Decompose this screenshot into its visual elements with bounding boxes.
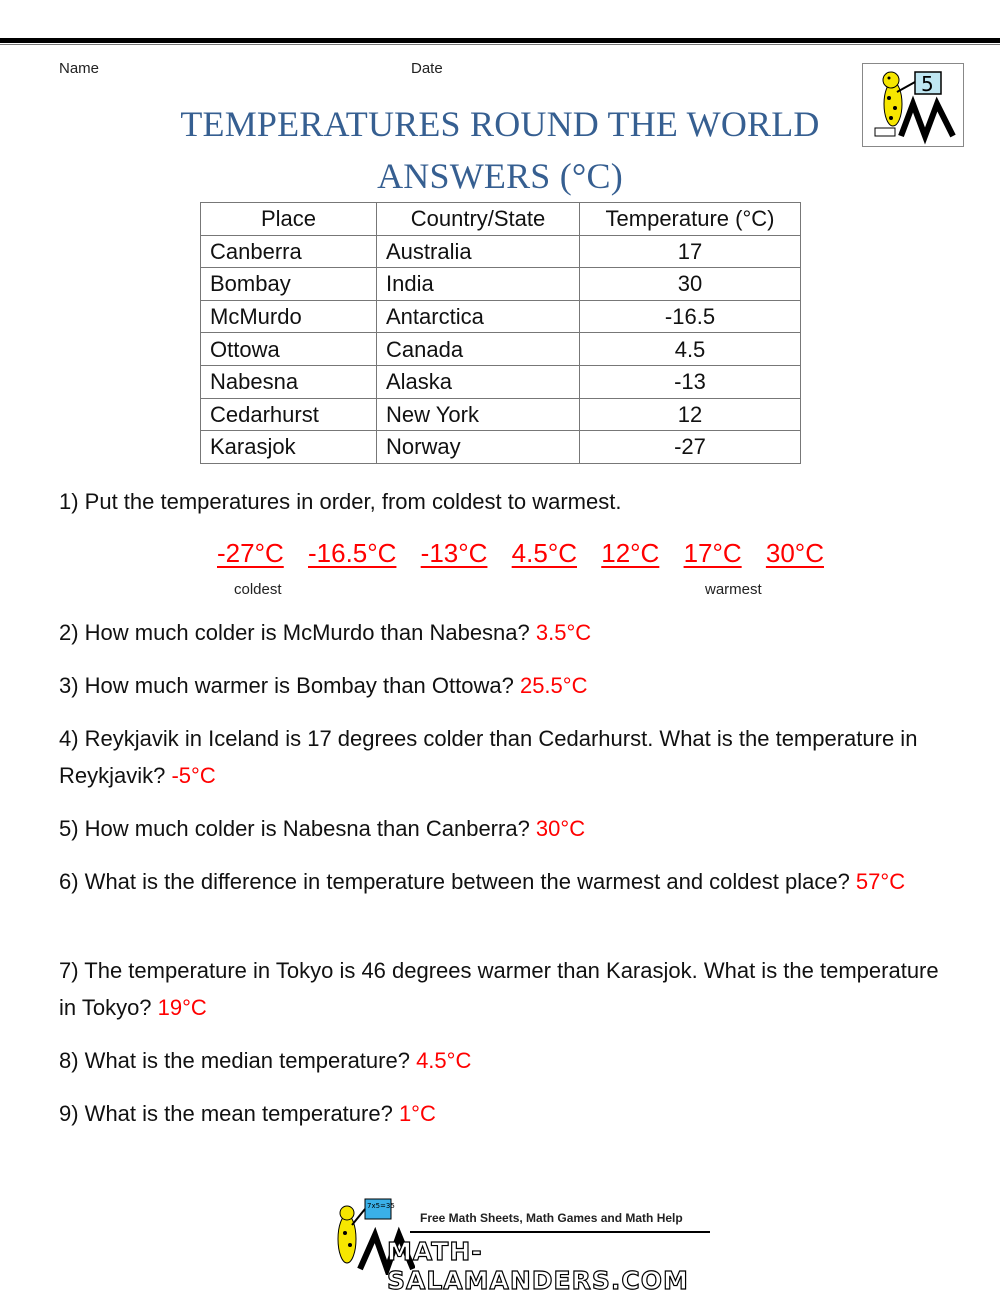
page-subtitle: ANSWERS (°C) — [377, 156, 623, 196]
temperature-cell: 12 — [580, 398, 801, 431]
question-text: 9) What is the mean temperature? — [59, 1101, 399, 1126]
order-value: 12°C — [601, 538, 660, 568]
answer: -5°C — [171, 763, 216, 788]
place-cell: Bombay — [201, 268, 377, 301]
question-2 — [59, 614, 959, 651]
footer-logo — [325, 1195, 715, 1295]
name-label: Name — [59, 60, 100, 77]
question-8 — [59, 1042, 959, 1079]
order-value: -13°C — [420, 538, 488, 568]
country-cell: New York — [377, 398, 580, 431]
date-label: Date — [411, 60, 443, 77]
place-cell: Karasjok — [201, 431, 377, 464]
answer: 25.5°C — [519, 673, 588, 698]
column-header-temperature: Temperature (°C) — [580, 203, 801, 236]
country-cell: Canada — [377, 333, 580, 366]
order-value: -27°C — [217, 538, 284, 568]
answer: 4.5°C — [416, 1048, 472, 1073]
place-cell: Nabesna — [201, 365, 377, 398]
temperature-cell: 4.5 — [580, 333, 801, 366]
question-text: 1) Put the temperatures in order, from coldest to warmest. — [59, 489, 622, 514]
question-text: 6) What is the difference in temperature between the warmest and coldest place? — [59, 869, 856, 894]
question-4 — [59, 720, 959, 794]
table-row — [201, 235, 801, 268]
question-text: 8) What is the median temperature? — [59, 1048, 417, 1073]
question-text: 7) The temperature in Tokyo is 46 degrees warmer than Karasjok. What is the temperature in Tokyo? — [59, 958, 939, 1020]
page-title: TEMPERATURES ROUND THE WORLD — [180, 104, 820, 144]
question-text: 4) Reykjavik in Iceland is 17 degrees colder than Cedarhurst. What is the temperature in Reykjavik? — [59, 726, 918, 788]
country-cell: India — [377, 268, 580, 301]
grade-number: 5 — [921, 72, 934, 96]
place-cell: McMurdo — [201, 300, 377, 333]
table-row — [201, 300, 801, 333]
question-1 — [59, 483, 959, 520]
column-header-place: Place — [201, 203, 377, 236]
place-cell: Cedarhurst — [201, 398, 377, 431]
coldest-label: coldest — [234, 581, 282, 598]
temperature-cell: 30 — [580, 268, 801, 301]
country-cell: Norway — [377, 431, 580, 464]
footer-divider — [410, 1231, 710, 1233]
table-header-row — [201, 203, 801, 236]
ordered-temperatures — [217, 538, 841, 569]
answer: 1°C — [398, 1101, 436, 1126]
table-row — [201, 333, 801, 366]
column-header-country: Country/State — [377, 203, 580, 236]
place-cell: Canberra — [201, 235, 377, 268]
temperature-cell: 17 — [580, 235, 801, 268]
order-value: 17°C — [683, 538, 742, 568]
temperature-table — [200, 202, 801, 464]
country-cell: Australia — [377, 235, 580, 268]
warmest-label: warmest — [705, 581, 762, 598]
svg-text:7x5=35: 7x5=35 — [367, 1202, 395, 1210]
place-cell: Ottowa — [201, 333, 377, 366]
country-cell: Alaska — [377, 365, 580, 398]
table-row — [201, 398, 801, 431]
question-5 — [59, 810, 959, 847]
answer: 19°C — [157, 995, 207, 1020]
table-row — [201, 268, 801, 301]
country-cell: Antarctica — [377, 300, 580, 333]
top-border-thin — [0, 44, 1000, 45]
question-text: 2) How much colder is McMurdo than Nabesna? — [59, 620, 536, 645]
order-value: 4.5°C — [511, 538, 577, 568]
table-row — [201, 365, 801, 398]
temperature-cell: -27 — [580, 431, 801, 464]
temperature-cell: -13 — [580, 365, 801, 398]
footer-tagline: Free Math Sheets, Math Games and Math Help — [420, 1211, 683, 1225]
footer-brand: MATH-SALAMANDERS.COM — [387, 1237, 689, 1295]
question-7 — [59, 952, 959, 1026]
temperature-cell: -16.5 — [580, 300, 801, 333]
answer: 57°C — [855, 869, 906, 894]
answer: 30°C — [535, 816, 586, 841]
answer: 3.5°C — [535, 620, 592, 645]
order-value: 30°C — [765, 538, 824, 568]
question-3 — [59, 667, 959, 704]
question-6 — [59, 863, 959, 900]
order-value: -16.5°C — [308, 538, 397, 568]
question-text: 3) How much warmer is Bombay than Ottowa? — [59, 673, 520, 698]
table-row — [201, 431, 801, 464]
question-9 — [59, 1095, 959, 1132]
top-border — [0, 38, 1000, 43]
question-text: 5) How much colder is Nabesna than Canberra? — [59, 816, 536, 841]
